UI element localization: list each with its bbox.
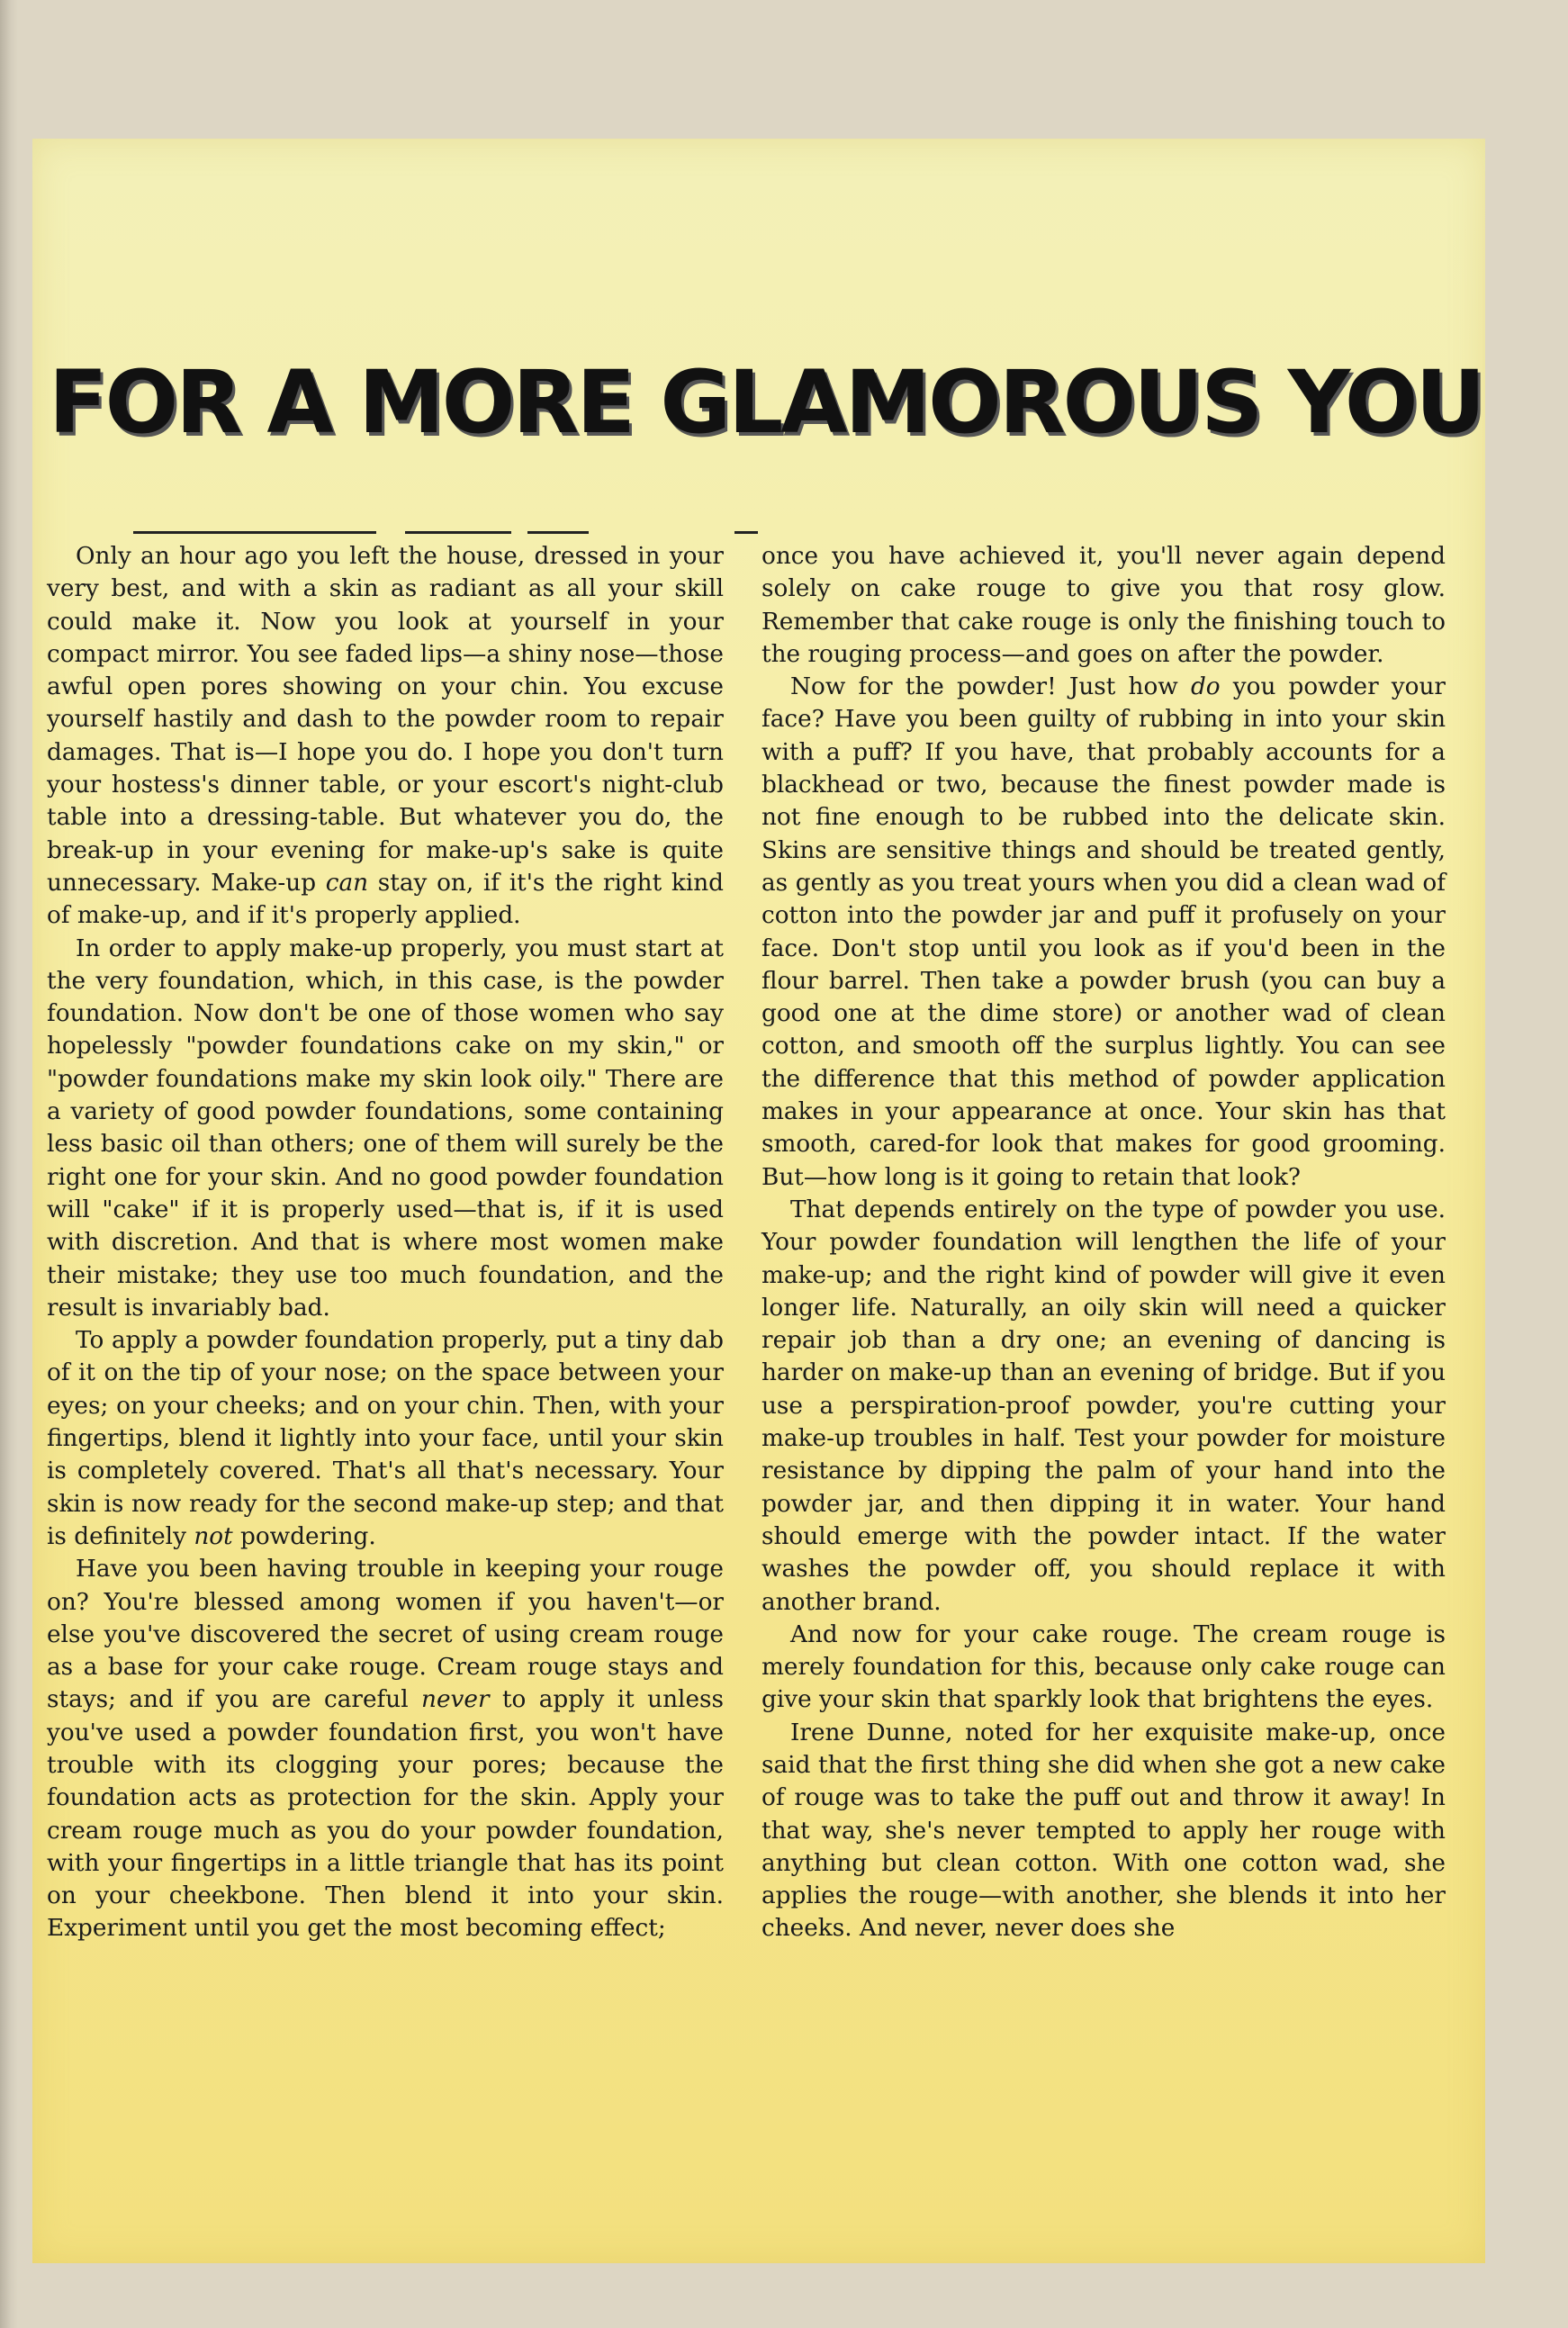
- paragraph: Have you been having trouble in keeping your rouge on? You're blessed among women if you haven't—or else you've discovered the secret of using cream rouge as a base for your cake rouge. Cream rouge stays and stays; and if you are careful never to apply it unless you've used a powder foundation first, you won't have trouble with its clogging your pores; because the foundation acts as protection for the skin. Apply your cream rouge much as you do your powder foundation, with your fingertips in a little triangle that has its point on your cheekbone. Then blend it into your skin. Experiment until you get the most becoming effect;: [47, 1556, 724, 1943]
- paragraph: Irene Dunne, noted for her exquisite make-up, once said that the first thing she did when she got a new cake of rouge was to take the puff out and throw it away! In that way, she's never tempted to apply her rouge with anything but clean cotton. With one cotton wad, she applies the rouge—with another, she blends it into her cheeks. And never, never does she: [761, 1719, 1446, 1943]
- paragraph: That depends entirely on the type of powder you use. Your powder foundation will lengthen the life of your make-up; and the right kind of powder will give it even longer life. Naturally, an oily skin will need a quicker repair job than a dry one; an evening of dancing is harder on make-up than an evening of bridge. But if you use a perspiration-proof powder, you're cutting your make-up troubles in half. Test your powder for moisture resistance by dipping the palm of your hand into the powder jar, and then dipping it in water. Your hand should emerge with the powder intact. If the water washes the powder off, you should replace it with another brand.: [761, 1196, 1446, 1616]
- paragraph: And now for your cake rouge. The cream rouge is merely foundation for this, because only cake rouge can give your skin that sparkly look that brightens the eyes.: [761, 1620, 1446, 1714]
- article-column-left: [47, 540, 724, 1945]
- article-column-right: [761, 540, 1446, 1945]
- paragraph: To apply a powder foundation properly, put a tiny dab of it on the tip of your nose; on the space between your eyes; on your cheeks; and on your chin. Then, with your fingertips, blend it lightly into your face, until your skin is completely covered. That's all that's necessary. Your skin is now ready for the second make-up step; and that is definitely not powdering.: [47, 1327, 724, 1550]
- article-title: FOR A MORE GLAMOROUS YOU: [49, 352, 1483, 453]
- column-rule-left-3: [527, 531, 589, 534]
- paragraph-continued: once you have achieved it, you'll never again depend solely on cake rouge to give you that rosy glow. Remember that cake rouge is only the finishing touch to the rouging process—and goes on after the powder.: [761, 543, 1446, 668]
- column-rule-divider: [734, 531, 758, 534]
- column-rule-left-2: [405, 531, 511, 534]
- page-gutter-shadow: [0, 0, 18, 2328]
- column-rule-left-1: [133, 531, 376, 534]
- paragraph: Only an hour ago you left the house, dressed in your very best, and with a skin as radiant as all your skill could make it. Now you look at yourself in your compact mirror. You see faded lips—a shiny nose—those awful open pores showing on your chin. You excuse yourself hastily and dash to the powder room to repair damages. That is—I hope you do. I hope you don't turn your hostess's dinner table, or your escort's night-club table into a dressing-table. But whatever you do, the break-up in your evening for make-up's sake is quite unnecessary. Make-up can stay on, if it's the right kind of make-up, and if it's properly applied.: [47, 543, 724, 930]
- paragraph: Now for the powder! Just how do you powder your face? Have you been guilty of rubbing in into your skin with a puff? If you have, that probably accounts for a blackhead or two, because the finest powder made is not fine enough to be rubbed into the delicate skin. Skins are sensitive things and should be treated gently, as gently as you treat yours when you did a clean wad of cotton into the powder jar and puff it profusely on your face. Don't stop until you look as if you'd been in the flour barrel. Then take a powder brush (you can buy a good one at the dime store) or another wad of clean cotton, and smooth off the surplus lightly. You can see the difference that this method of powder application makes in your appearance at once. Your skin has that smooth, cared-for look that makes for good grooming. But—how long is it going to retain that look?: [761, 673, 1446, 1191]
- paragraph: In order to apply make-up properly, you must start at the very foundation, which, in this case, is the powder foundation. Now don't be one of those women who say hopelessly "powder foundations cake on my skin," or "powder foundations make my skin look oily." There are a variety of good powder foundations, some containing less basic oil than others; one of them will surely be the right one for your skin. And no good powder foundation will "cake" if it is properly used—that is, if it is used with discretion. And that is where most women make their mistake; they use too much foundation, and the result is invariably bad.: [47, 934, 724, 1322]
